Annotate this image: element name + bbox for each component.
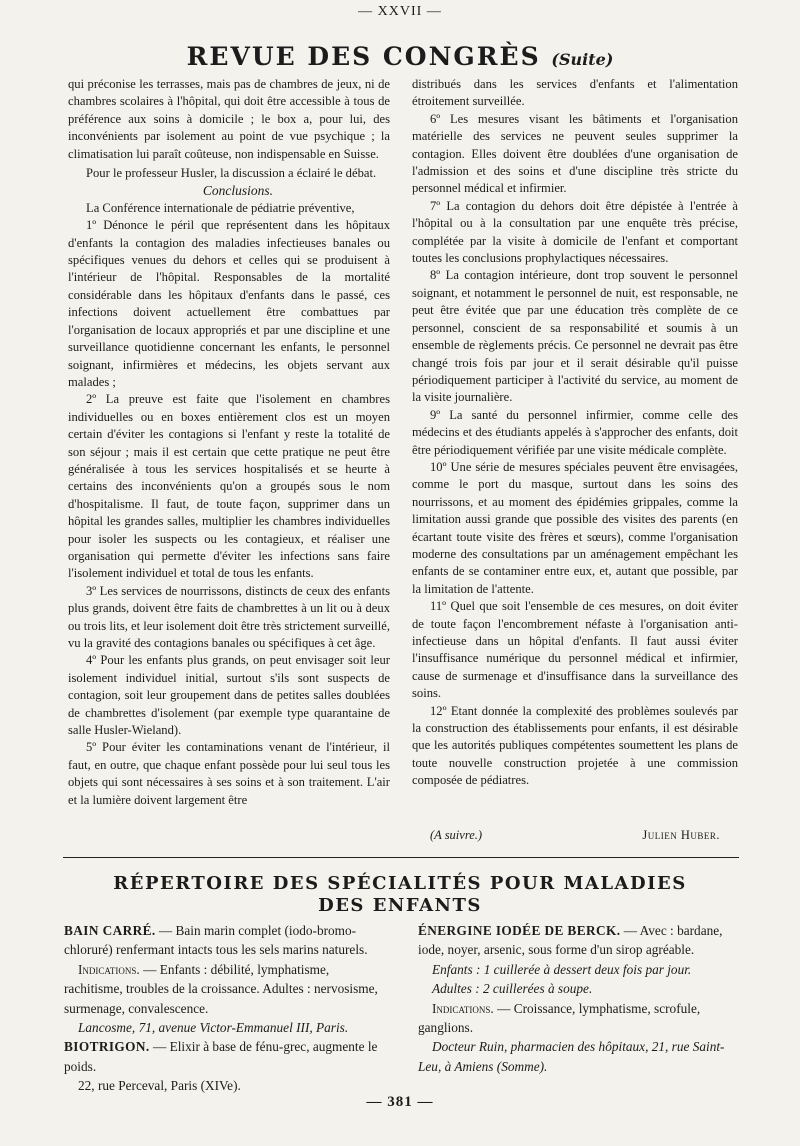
paragraph: Pour le professeur Husler, la discussion a éclairé le débat. [86,166,377,181]
paragraph: La Conférence internationale de pédiatrie préventive, [86,200,355,215]
running-title-text: REVUE DES CONGRÈS [186,42,541,71]
dose-children: Enfants : 1 cuillerée à dessert deux fois par jour. [432,961,692,977]
running-title [0,44,800,69]
article-end-line [420,828,720,843]
listing-address: Docteur Ruin, pharmacien des hôpitaux, 21, rue Saint-Leu, à Amiens (Somme). [418,1039,725,1074]
listing-biotrigon [64,1037,382,1076]
section-divider [63,857,739,858]
conclusion-2: 2º La preuve est faite que l'isolement en chambres individuelles ou en boxes entièrement clos est un moyen certain d'éviter les contagions si l'enfant y reste la totalité de son séjour ; mais il est certain que cette pratique ne peut être généralisée à tous les services hospitalisés et se heurte à certains des inconvénients qu'on a groupés sous le nom d'hospitalisme. Il faut, de toute façon, supprimer dans un hôpital les grandes salles, multiplier les chambres individuelles pour isoler les suspects ou les contagieux, et réaliser une organisation qui permette d'éviter les infections sans faire l'isolement individuel et total de tous les enfants. [68,392,390,581]
listing-bain-carre [64,921,382,960]
indications-text: — Croissance, lymphatisme, scrofule, ganglions. [418,1000,701,1036]
conclusion-6: 6º Les mesures visant les bâtiments et l'organisation matérielle des services ne peuvent seules supprimer la contagion. Elles doivent être doublées d'une organisation de l'admission et des soins et d'une discipline très stricte du personnel médical et infirmier. [412,111,738,196]
listing-address: 22, rue Perceval, Paris (XIVe). [78,1078,241,1094]
page-number-roman: — XXVII — [358,4,442,19]
paragraph: qui préconise les terrasses, mais pas de chambres de jeux, ni de chambres scolaires à l'hôpital, qui doit être accessible à tous de préférence aux soins à domicile ; le box a, pour lui, des inconvénients par isolement au point de vue psychique ; la climatisation lui paraît coûteuse, non indispensable en Suisse. [68,77,390,161]
page-number: — 381 — [366,1094,434,1110]
product-name: ÉNERGINE IODÉE DE BERCK. [418,923,621,938]
product-description: — Elixir à base de fénu-grec, augmente le poids. [64,1039,378,1074]
repertoire-title [60,873,740,917]
conclusion-8: 8º La contagion intérieure, dont trop souvent le personnel soignant, et notamment le personnel de nuit, est responsable, ne peut être évitée que par une éducation très complète de ce personnel, conscient de sa responsabilité et soumis à un ensemble de règlements précis. Ce personnel ne devrait pas être changé trois fois par jour et il serait désirable qu'il puisse périodiquement participer à l'activité du service, au moment de la visite journalière. [412,268,738,405]
repertoire-left-column [64,921,382,1096]
conclusion-1: 1º Dénonce le péril que représentent dans les hôpitaux d'enfants la contagion des maladies infectieuses banales ou spécifiques venues du dehors et celles qui se produisent à l'intérieur de l'hôpital. Responsables de la mortalité considérable dans les hôpitaux d'enfants dans le passé, ces infections doivent actuellement être combattues par l'organisation de locaux appropriés et par une discipline et une surveillance quotidienne concernant les enfants, le personnel soignant, infirmières et médecins, les objets servant aux malades ; [68,218,390,389]
listing-indications [64,960,382,1018]
conclusion-4: 4º Pour les enfants plus grands, on peut envisager soit leur isolement individuel initial, surtout s'ils sont suspects de contagion, soit leur groupement dans de petites salles doublées de chambrettes d'isolement (par exemple type quarantaine de salle Husler-Wieland). [68,653,390,738]
product-name: BAIN CARRÉ. [64,923,156,938]
running-title-suite: (Suite) [551,50,614,69]
conclusion-3: 3º Les services de nourrissons, distincts de ceux des enfants plus grands, doivent être faits de chambrettes à un lit ou à deux ou trois lits, et leur isolement doit être très strictement surveillé, vu la gravité des contagions banales ou spécifiques à cet âge. [68,583,390,650]
indications-label: Indications. [432,1000,494,1016]
conclusion-11: 11º Quel que soit l'ensemble de ces mesures, on doit éviter de toute façon l'encombrement néfaste à l'organisation anti-infectieuse dans un hôpital d'enfants. Il faut aussi éviter l'insuffisance numérique du personnel médical et infirmier, cause de surmenage et d'insuffisance dans la surveillance des soins. [412,599,738,701]
to-be-continued: (A suivre.) [430,828,483,842]
article-right-column [412,76,738,790]
repertoire-title-line-2: DES ENFANTS [318,895,482,916]
product-description: — Bain marin complet (iodo-bromo-chloruré) renfermant intacts tous les sels marins naturels. [64,923,368,958]
conclusion-12: 12º Etant donnée la complexité des problèmes soulevés par la construction des établissements pour enfants, il est désirable que les autorités publiques compétentes soumettent les plans de toute nouvelle construction projetée à une commission composée de pédiatres. [412,703,738,788]
listing-energine [418,921,740,960]
conclusions-heading: Conclusions. [202,183,274,199]
dose-adults: Adultes : 2 cuillerées à soupe. [432,981,593,997]
conclusion-5: 5º Pour éviter les contaminations venant de l'intérieur, il faut, en outre, que chaque enfant possède pour lui seul tous les objets qui sont nécessaires à ses soins et à son traitement. L'air et la lumière doivent largement être [68,740,390,807]
conclusion-9: 9º La santé du personnel infirmier, comme celle des médecins et des étudiants appelés à s'approcher des enfants, doit être périodiquement vérifiée par une visite médicale complète. [412,407,738,457]
product-name: BIOTRIGON. [64,1039,150,1055]
paragraph: distribués dans les services d'enfants et l'alimentation étroitement surveillée. [412,77,738,109]
conclusion-10: 10º Une série de mesures spéciales peuvent être envisagées, comme le port du masque, surtout dans les soins des nourrissons, et au moment des épidémies grippales, comme la limitation aussi grande que possible des visites des parents (en écartant toute visite des frères et sœurs), comme l'organisation moderne des consultations par un aménagement empêchant les enfants de se contaminer entre eux, et, autant que possible, par la limitation de l'attente. [412,459,738,596]
indications-label: Indications. [78,961,140,977]
article-left-column [68,76,390,809]
conclusion-7: 7º La contagion du dehors doit être dépistée à l'entrée à l'hôpital ou à la consultation par une enquête très précise, complétée par la visite à domicile de l'enfant et comportant toutes les conclusions prophylactiques nécessaires. [412,198,738,266]
product-description: — Avec : bardane, iode, noyer, arsenic, sous forme d'un sirop agréable. [418,923,723,958]
listing-indications [418,999,740,1038]
repertoire-right-column [418,921,740,1076]
listing-address: Lancosme, 71, avenue Victor-Emmanuel III, Paris. [78,1020,349,1036]
repertoire-title-line-1: RÉPERTOIRE DES SPÉCIALITÉS POUR MALADIES [113,873,687,894]
author-signature: Julien Huber. [642,828,720,842]
indications-text: — Enfants : débilité, lymphatisme, rachitisme, troubles de la croissance. Adultes : nervosisme, surmenage, convalescence. [64,961,378,1016]
